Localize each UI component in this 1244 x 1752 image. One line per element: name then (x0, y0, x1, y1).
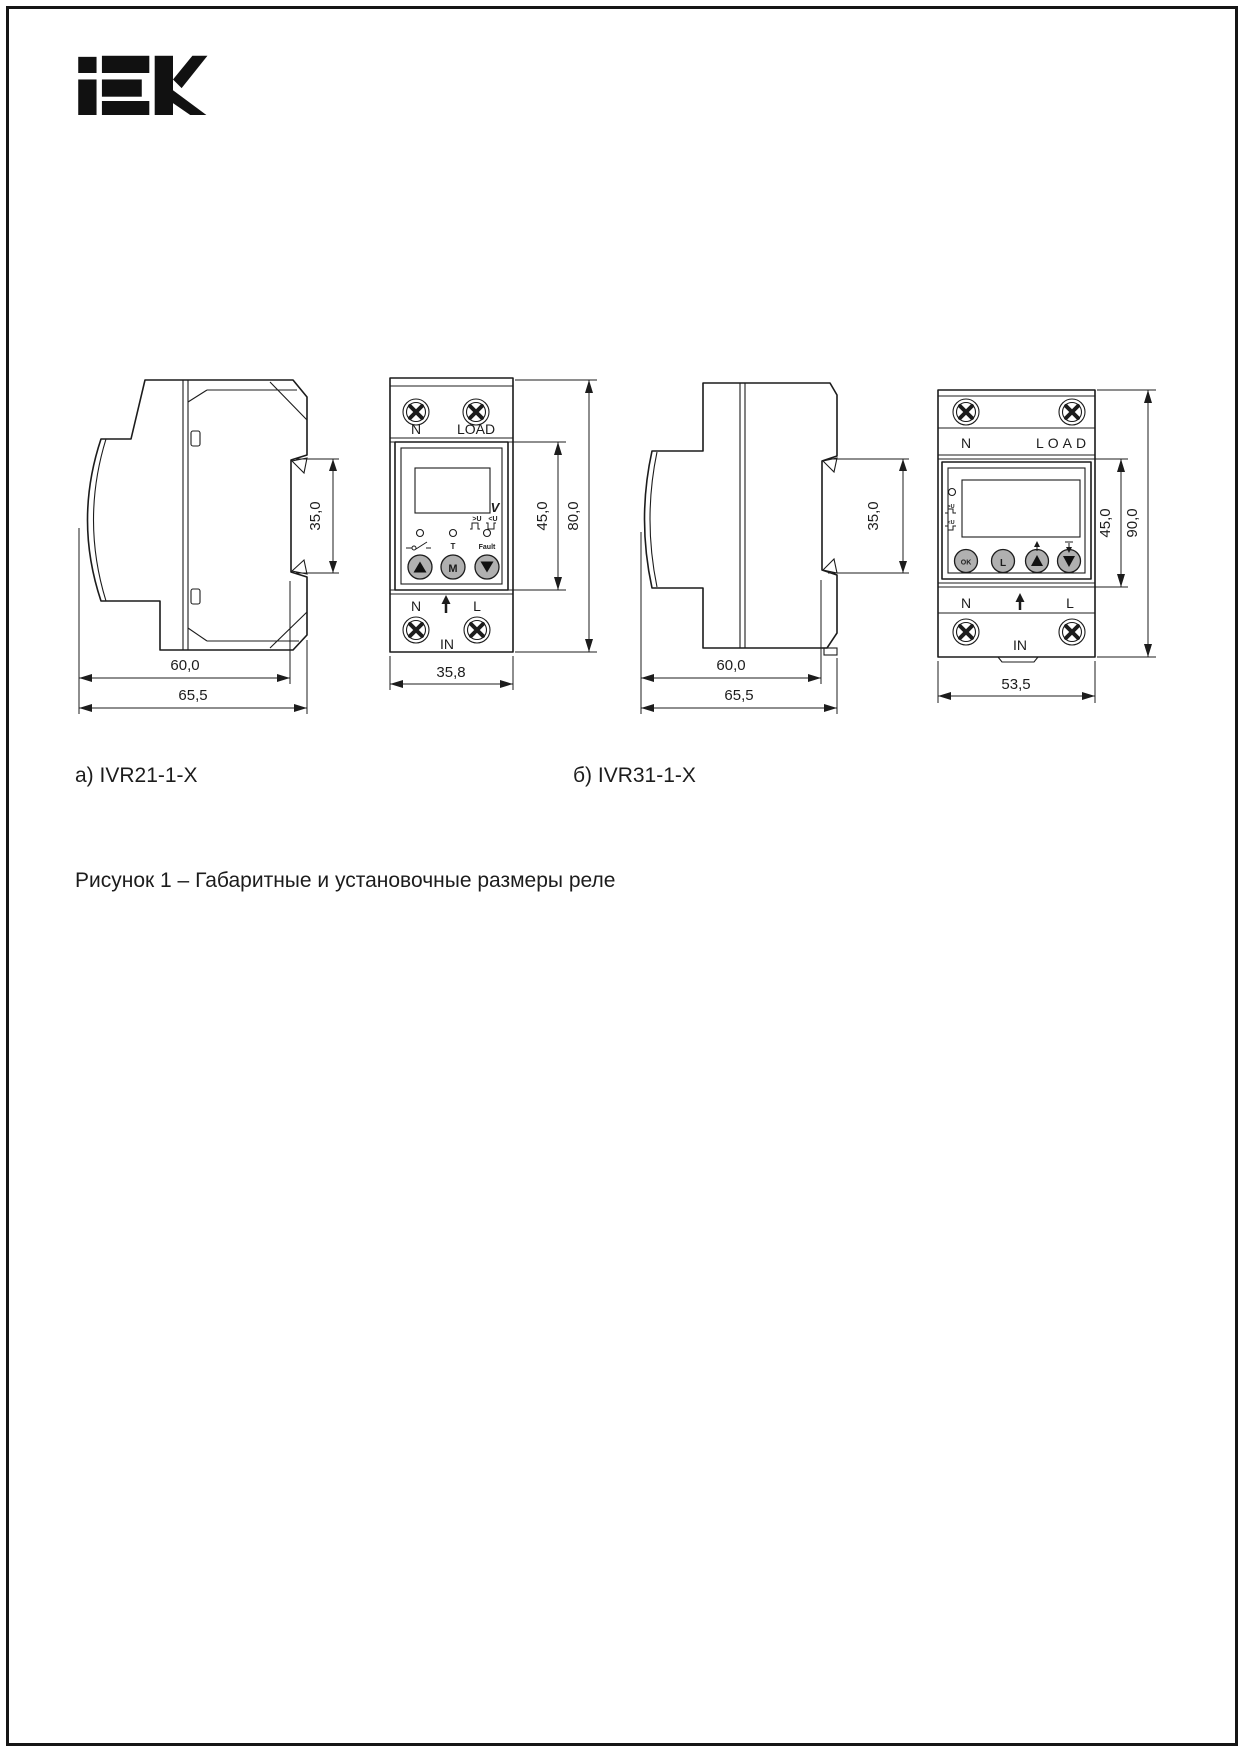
ivr21-side-drawing (60, 330, 350, 730)
undervoltage-pulse-icon (486, 523, 496, 529)
ivr31-side-drawing (575, 330, 920, 730)
dim-total-height: 80,0 (565, 501, 582, 531)
screw-terminal-n-top (953, 399, 979, 425)
display-unit-label: V (490, 500, 500, 515)
caption-b: б) IVR31-1-Х (573, 764, 696, 787)
dim-module-width: 35,8 (436, 664, 466, 681)
dim-faceplate-height: 45,0 (534, 501, 551, 531)
dim-inner-width: 60,0 (716, 657, 746, 674)
overvoltage-symbol: >U (472, 516, 482, 523)
overvoltage-pulse-icon (470, 523, 480, 529)
dim-outer-width: 65,5 (724, 687, 754, 704)
input-direction-arrow-icon (442, 595, 451, 613)
terminal-label-n-top: N (960, 435, 972, 451)
terminal-label-n-top: N (410, 421, 422, 437)
terminal-label-load: LOAD (1035, 435, 1091, 451)
iek-logo (75, 52, 215, 122)
menu-button-label: M (448, 563, 458, 575)
timer-led-label: T (450, 542, 456, 551)
lcd-display (962, 480, 1080, 537)
din-hook-bottom (823, 559, 837, 573)
terminal-label-n-bottom: N (960, 595, 972, 611)
relay-led (417, 530, 424, 537)
screw-terminal-l-bottom (464, 617, 490, 643)
timer-led (450, 530, 457, 537)
screw-terminal-n-bottom (403, 617, 429, 643)
input-label: IN (1013, 637, 1027, 653)
dim-inner-width: 60,0 (170, 657, 200, 674)
dim-outer-width: 65,5 (178, 687, 208, 704)
dim-faceplate-height: 45,0 (1097, 508, 1114, 538)
ivr21-front-drawing (350, 330, 600, 730)
terminal-label-l-bottom: L (1066, 595, 1074, 611)
figure-caption: Рисунок 1 – Габаритные и установочные размеры реле (75, 869, 616, 892)
din-hook-top (292, 458, 307, 473)
dim-din-rail: 35,0 (865, 501, 882, 531)
undervoltage-pulse-icon (945, 526, 956, 530)
terminal-label-l-bottom: L (473, 598, 481, 614)
dim-total-height: 90,0 (1124, 508, 1141, 538)
terminal-label-load: LOAD (456, 421, 496, 437)
dim-module-width: 53,5 (1001, 676, 1031, 693)
overvoltage-symbol: >U (947, 504, 955, 510)
din-hook-bottom (292, 560, 307, 574)
ivr21-side-outline (88, 380, 308, 650)
screw-terminal-n-bottom (953, 619, 979, 645)
input-direction-arrow-icon (1016, 593, 1025, 610)
terminal-label-n-bottom: N (410, 598, 422, 614)
undervoltage-symbol: <U (488, 516, 498, 523)
screw-terminal-load (1059, 399, 1085, 425)
fault-led (484, 530, 491, 537)
din-clip-tab (824, 648, 837, 655)
din-hook-top (823, 458, 837, 472)
l-button-label: L (999, 558, 1007, 569)
relay-contact-icon (406, 542, 431, 550)
ivr31-front-drawing (920, 330, 1244, 730)
dim-din-rail: 35,0 (307, 501, 324, 531)
screw-terminal-l-bottom (1059, 619, 1085, 645)
ivr31-side-outline (645, 383, 838, 648)
status-led (949, 489, 956, 496)
fault-led-label: Fault (478, 544, 496, 551)
caption-a: а) IVR21-1-Х (75, 764, 198, 787)
input-label: IN (440, 636, 454, 652)
lcd-display (415, 468, 490, 513)
ok-button-label: OK (960, 559, 972, 567)
undervoltage-symbol: <U (947, 520, 955, 526)
